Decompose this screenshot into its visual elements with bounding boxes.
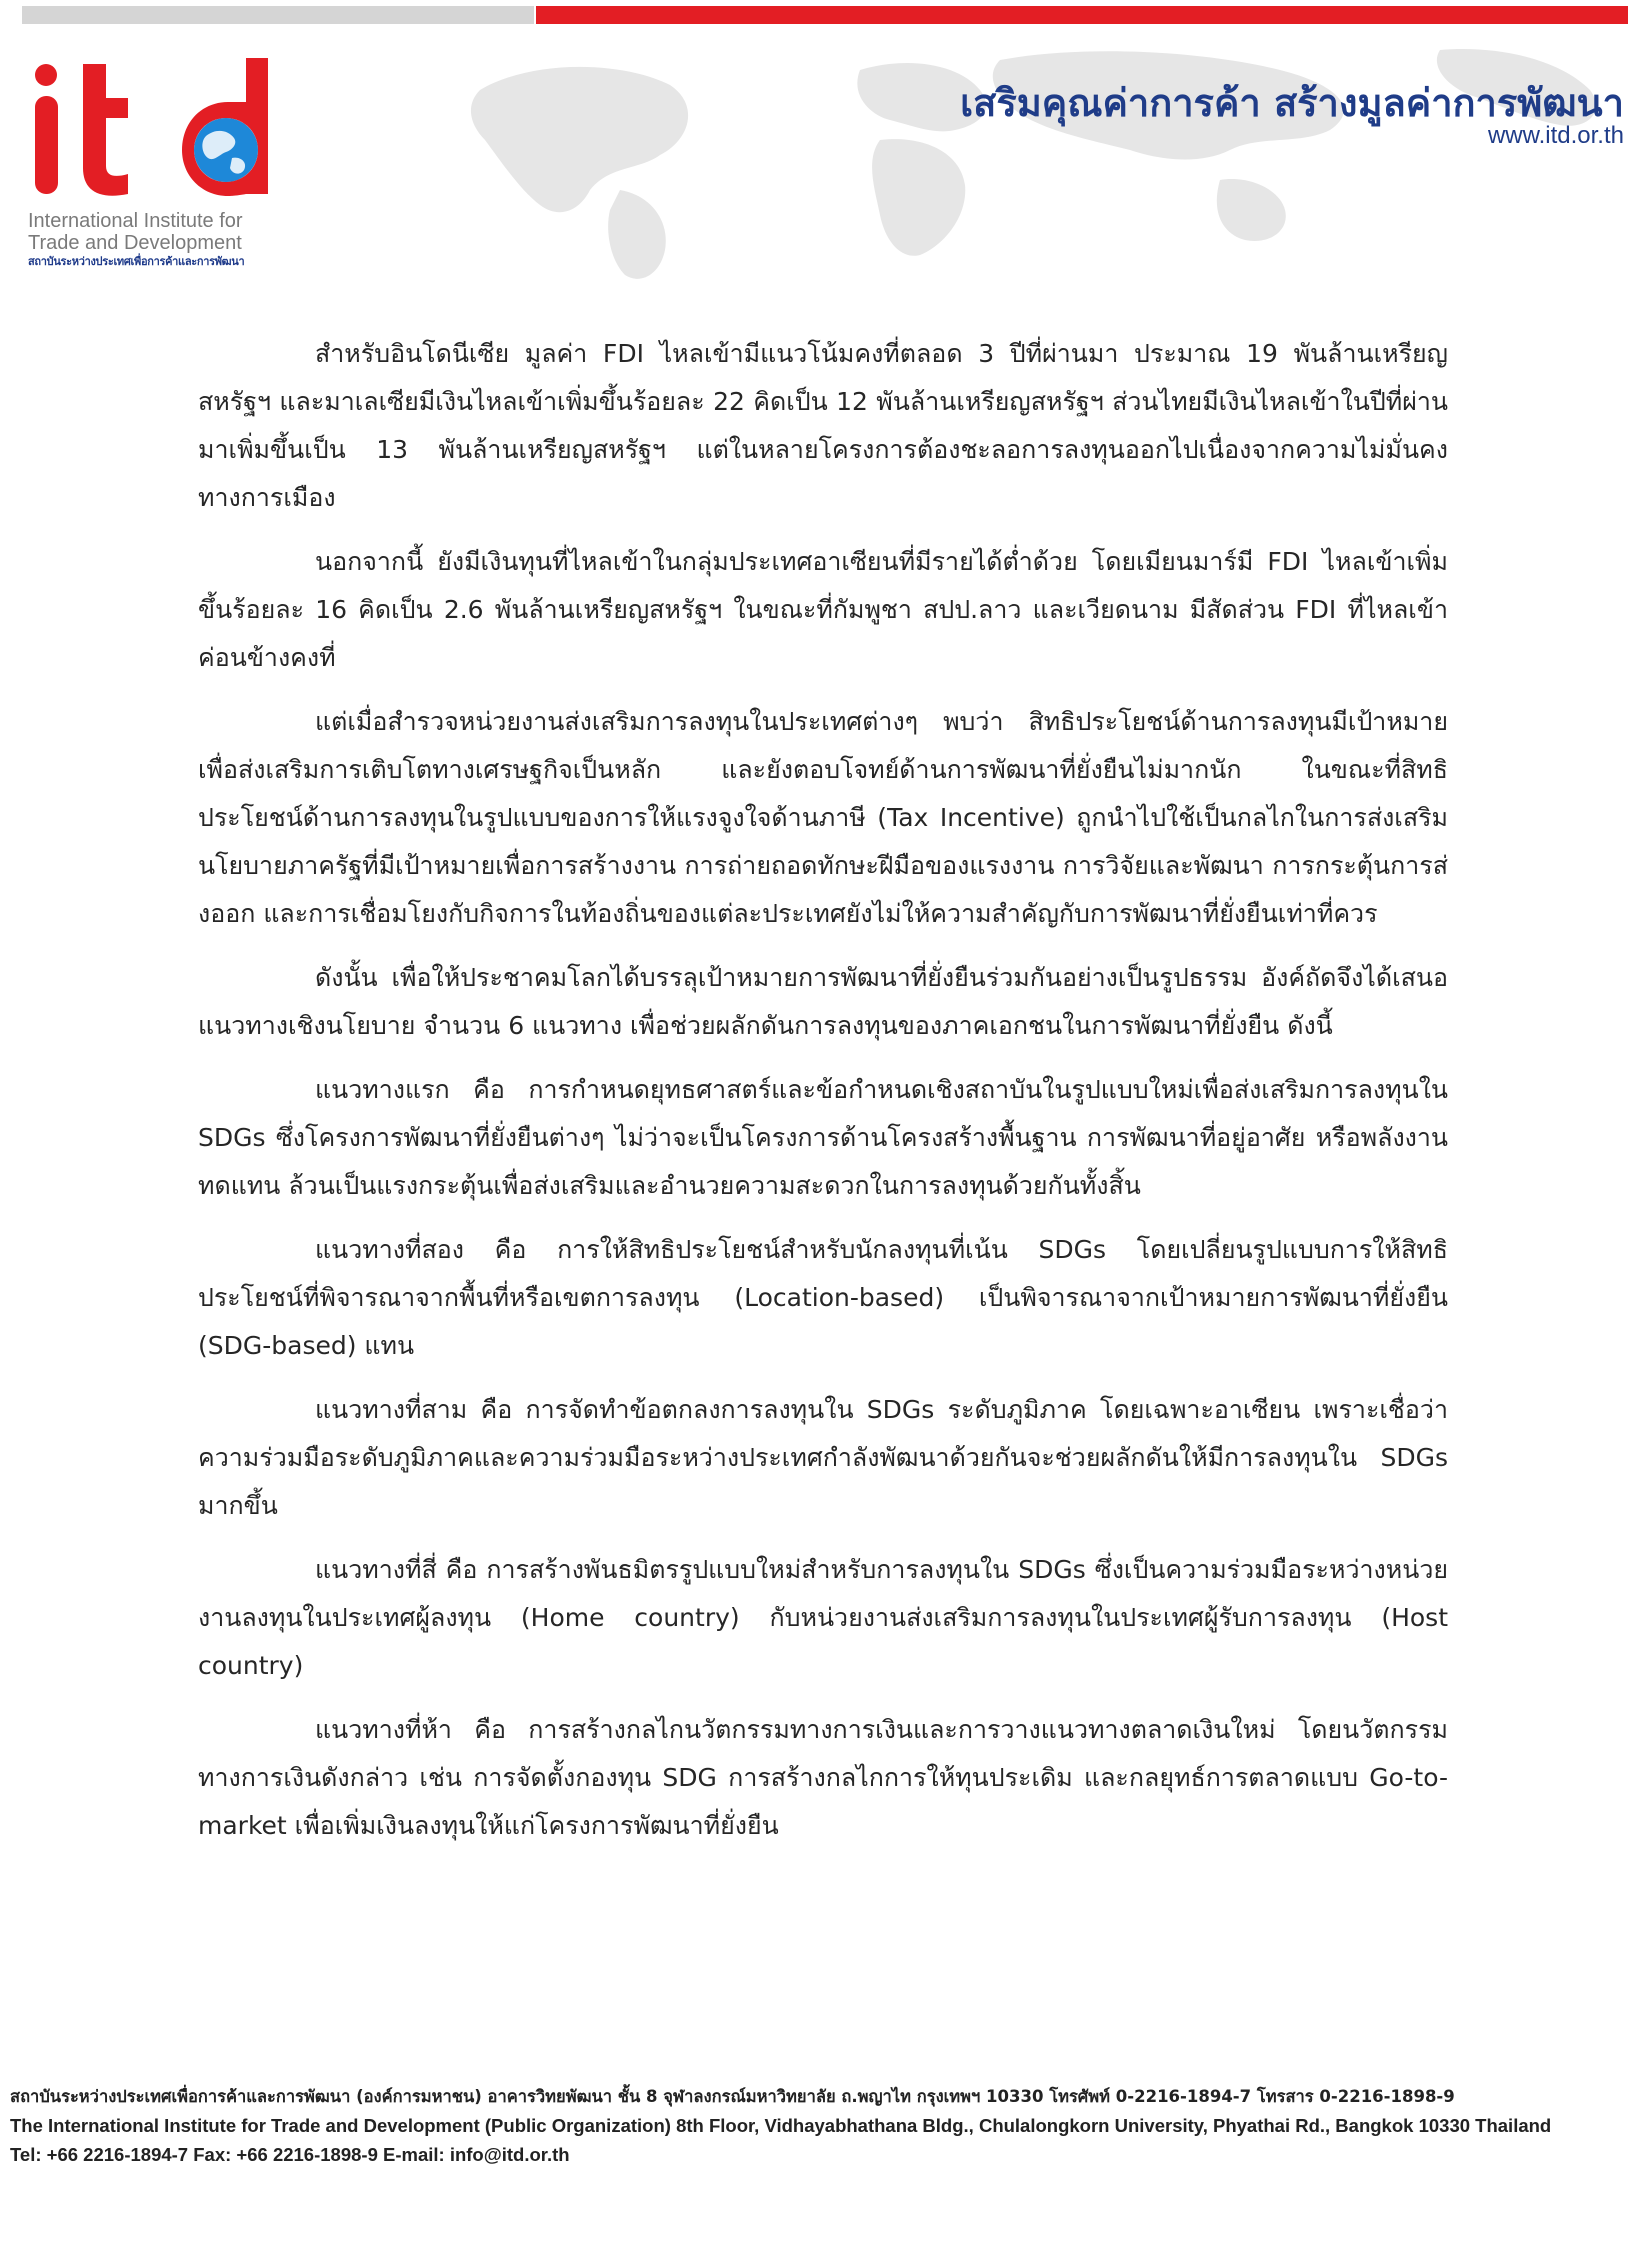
- header-red-bar: [536, 6, 1628, 24]
- world-map-watermark: [440, 30, 1620, 290]
- logo-line-1: International Institute for: [28, 210, 243, 232]
- logo-mark: [35, 58, 268, 196]
- paragraph: แนวทางที่สอง คือ การให้สิทธิประโยชน์สำหรับนักลงทุนที่เน้น SDGs โดยเปลี่ยนรูปแบบการให้สิทธิประโยชน์ที่พิจารณาจากพื้นที่หรือเขตการลงทุน (Location-based) เป็นพิจารณาจากเป้าหมายการพัฒนาที่ยั่งยืน (SDG-based) แทน: [198, 1235, 1448, 1360]
- logo-text: [28, 210, 308, 270]
- footer-address-en: The International Institute for Trade and Development (Public Organization) 8th Floor, Vidhayabhathana Bldg., Chulalongkorn University, Phyathai Rd., Bangkok 10330 Thailand: [10, 2115, 1552, 2136]
- paragraph: แนวทางที่ห้า คือ การสร้างกลไกนวัตกรรมทางการเงินและการวางแนวทางตลาดเงินใหม่ โดยนวัตกรรมทางการเงินดังกล่าว เช่น การจัดตั้งกองทุน SDG การสร้างกลไกการให้ทุนประเดิม และกลยุทธ์การตลาดแบบ Go-to-market เพื่อเพิ่มเงินลงทุนให้แก่โครงการพัฒนาที่ยั่งยืน: [198, 1715, 1448, 1840]
- header-slogan: เสริมคุณค่าการค้า สร้างมูลค่าการพัฒนา: [960, 81, 1624, 125]
- footer-address-th: สถาบันระหว่างประเทศเพื่อการค้าและการพัฒนา (องค์การมหาชน) อาคารวิทยพัฒนา ชั้น 8 จุฬาลงกรณ์มหาวิทยาลัย ถ.พญาไท กรุงเทพฯ 10330 โทรศัพท์ 0-2216-1894-7 โทรสาร 0-2216-1898-9: [10, 2087, 1455, 2106]
- page-footer: [10, 2082, 1630, 2169]
- logo-line-3: สถาบันระหว่างประเทศเพื่อการค้าและการพัฒนา: [28, 255, 245, 268]
- paragraph: ดังนั้น เพื่อให้ประชาคมโลกได้บรรลุเป้าหมายการพัฒนาที่ยั่งยืนร่วมกันอย่างเป็นรูปธรรม อังค์ถัดจึงได้เสนอแนวทางเชิงนโยบาย จำนวน 6 แนวทาง เพื่อช่วยผลักดันการลงทุนของภาคเอกชนในการพัฒนาที่ยั่งยืน ดังนี้: [198, 963, 1448, 1040]
- paragraph: แนวทางที่สี่ คือ การสร้างพันธมิตรรูปแบบใหม่สำหรับการลงทุนใน SDGs ซึ่งเป็นความร่วมมือระหว่างหน่วยงานลงทุนในประเทศผู้ลงทุน (Home country) กับหน่วยงานส่งเสริมการลงทุนในประเทศผู้รับการลงทุน (Host country): [198, 1555, 1448, 1680]
- document-body: [198, 330, 1448, 1866]
- header-grey-bar: [22, 6, 534, 24]
- paragraph: สำหรับอินโดนีเซีย มูลค่า FDI ไหลเข้ามีแนวโน้มคงที่ตลอด 3 ปีที่ผ่านมา ประมาณ 19 พันล้านเหรียญสหรัฐฯ และมาเลเซียมีเงินไหลเข้าเพิ่มขึ้นร้อยละ 22 คิดเป็น 12 พันล้านเหรียญสหรัฐฯ ส่วนไทยมีเงินไหลเข้าในปีที่ผ่านมาเพิ่มขึ้นเป็น 13 พันล้านเหรียญสหรัฐฯ แต่ในหลายโครงการต้องชะลอการลงทุนออกไปเนื่องจากความไม่มั่นคงทางการเมือง: [198, 339, 1448, 512]
- paragraph: แนวทางแรก คือ การกำหนดยุทธศาสตร์และข้อกำหนดเชิงสถาบันในรูปแบบใหม่เพื่อส่งเสริมการลงทุนใน SDGs ซึ่งโครงการพัฒนาที่ยั่งยืนต่างๆ ไม่ว่าจะเป็นโครงการด้านโครงสร้างพื้นฐาน การพัฒนาที่อยู่อาศัย หรือพลังงานทดแทน ล้วนเป็นแรงกระตุ้นเพื่อส่งเสริมและอำนวยความสะดวกในการลงทุนด้วยกันทั้งสิ้น: [198, 1075, 1448, 1200]
- logo-line-2: Trade and Development: [28, 232, 242, 254]
- footer-contact: Tel: +66 2216-1894-7 Fax: +66 2216-1898-9 E-mail: info@itd.or.th: [10, 2144, 570, 2165]
- paragraph: นอกจากนี้ ยังมีเงินทุนที่ไหลเข้าในกลุ่มประเทศอาเซียนที่มีรายได้ต่ำด้วย โดยเมียนมาร์มี FDI ไหลเข้าเพิ่มขึ้นร้อยละ 16 คิดเป็น 2.6 พันล้านเหรียญสหรัฐฯ ในขณะที่กัมพูชา สปป.ลาว และเวียดนาม มีสัดส่วน FDI ที่ไหลเข้าค่อนข้างคงที่: [198, 547, 1448, 672]
- header-website: www.itd.or.th: [1487, 122, 1624, 149]
- paragraph: แต่เมื่อสำรวจหน่วยงานส่งเสริมการลงทุนในประเทศต่างๆ พบว่า สิทธิประโยชน์ด้านการลงทุนมีเป้าหมายเพื่อส่งเสริมการเติบโตทางเศรษฐกิจเป็นหลัก และยังตอบโจทย์ด้านการพัฒนาที่ยั่งยืนไม่มากนัก ในขณะที่สิทธิประโยชน์ด้านการลงทุนในรูปแบบของการให้แรงจูงใจด้านภาษี (Tax Incentive) ถูกนำไปใช้เป็นกลไกในการส่งเสริมนโยบายภาครัฐที่มีเป้าหมายเพื่อการสร้างงาน การถ่ายถอดทักษะฝีมือของแรงงาน การวิจัยและพัฒนา การกระตุ้นการส่งออก และการเชื่อมโยงกับกิจการในท้องถิ่นของแต่ละประเทศยังไม่ให้ความสำคัญกับการพัฒนาที่ยั่งยืนเท่าที่ควร: [198, 707, 1448, 928]
- paragraph: แนวทางที่สาม คือ การจัดทำข้อตกลงการลงทุนใน SDGs ระดับภูมิภาค โดยเฉพาะอาเซียน เพราะเชื่อว่า ความร่วมมือระดับภูมิภาคและความร่วมมือระหว่างประเทศกำลังพัฒนาด้วยกันจะช่วยผลักดันให้มีการลงทุนใน SDGs มากขึ้น: [198, 1395, 1448, 1520]
